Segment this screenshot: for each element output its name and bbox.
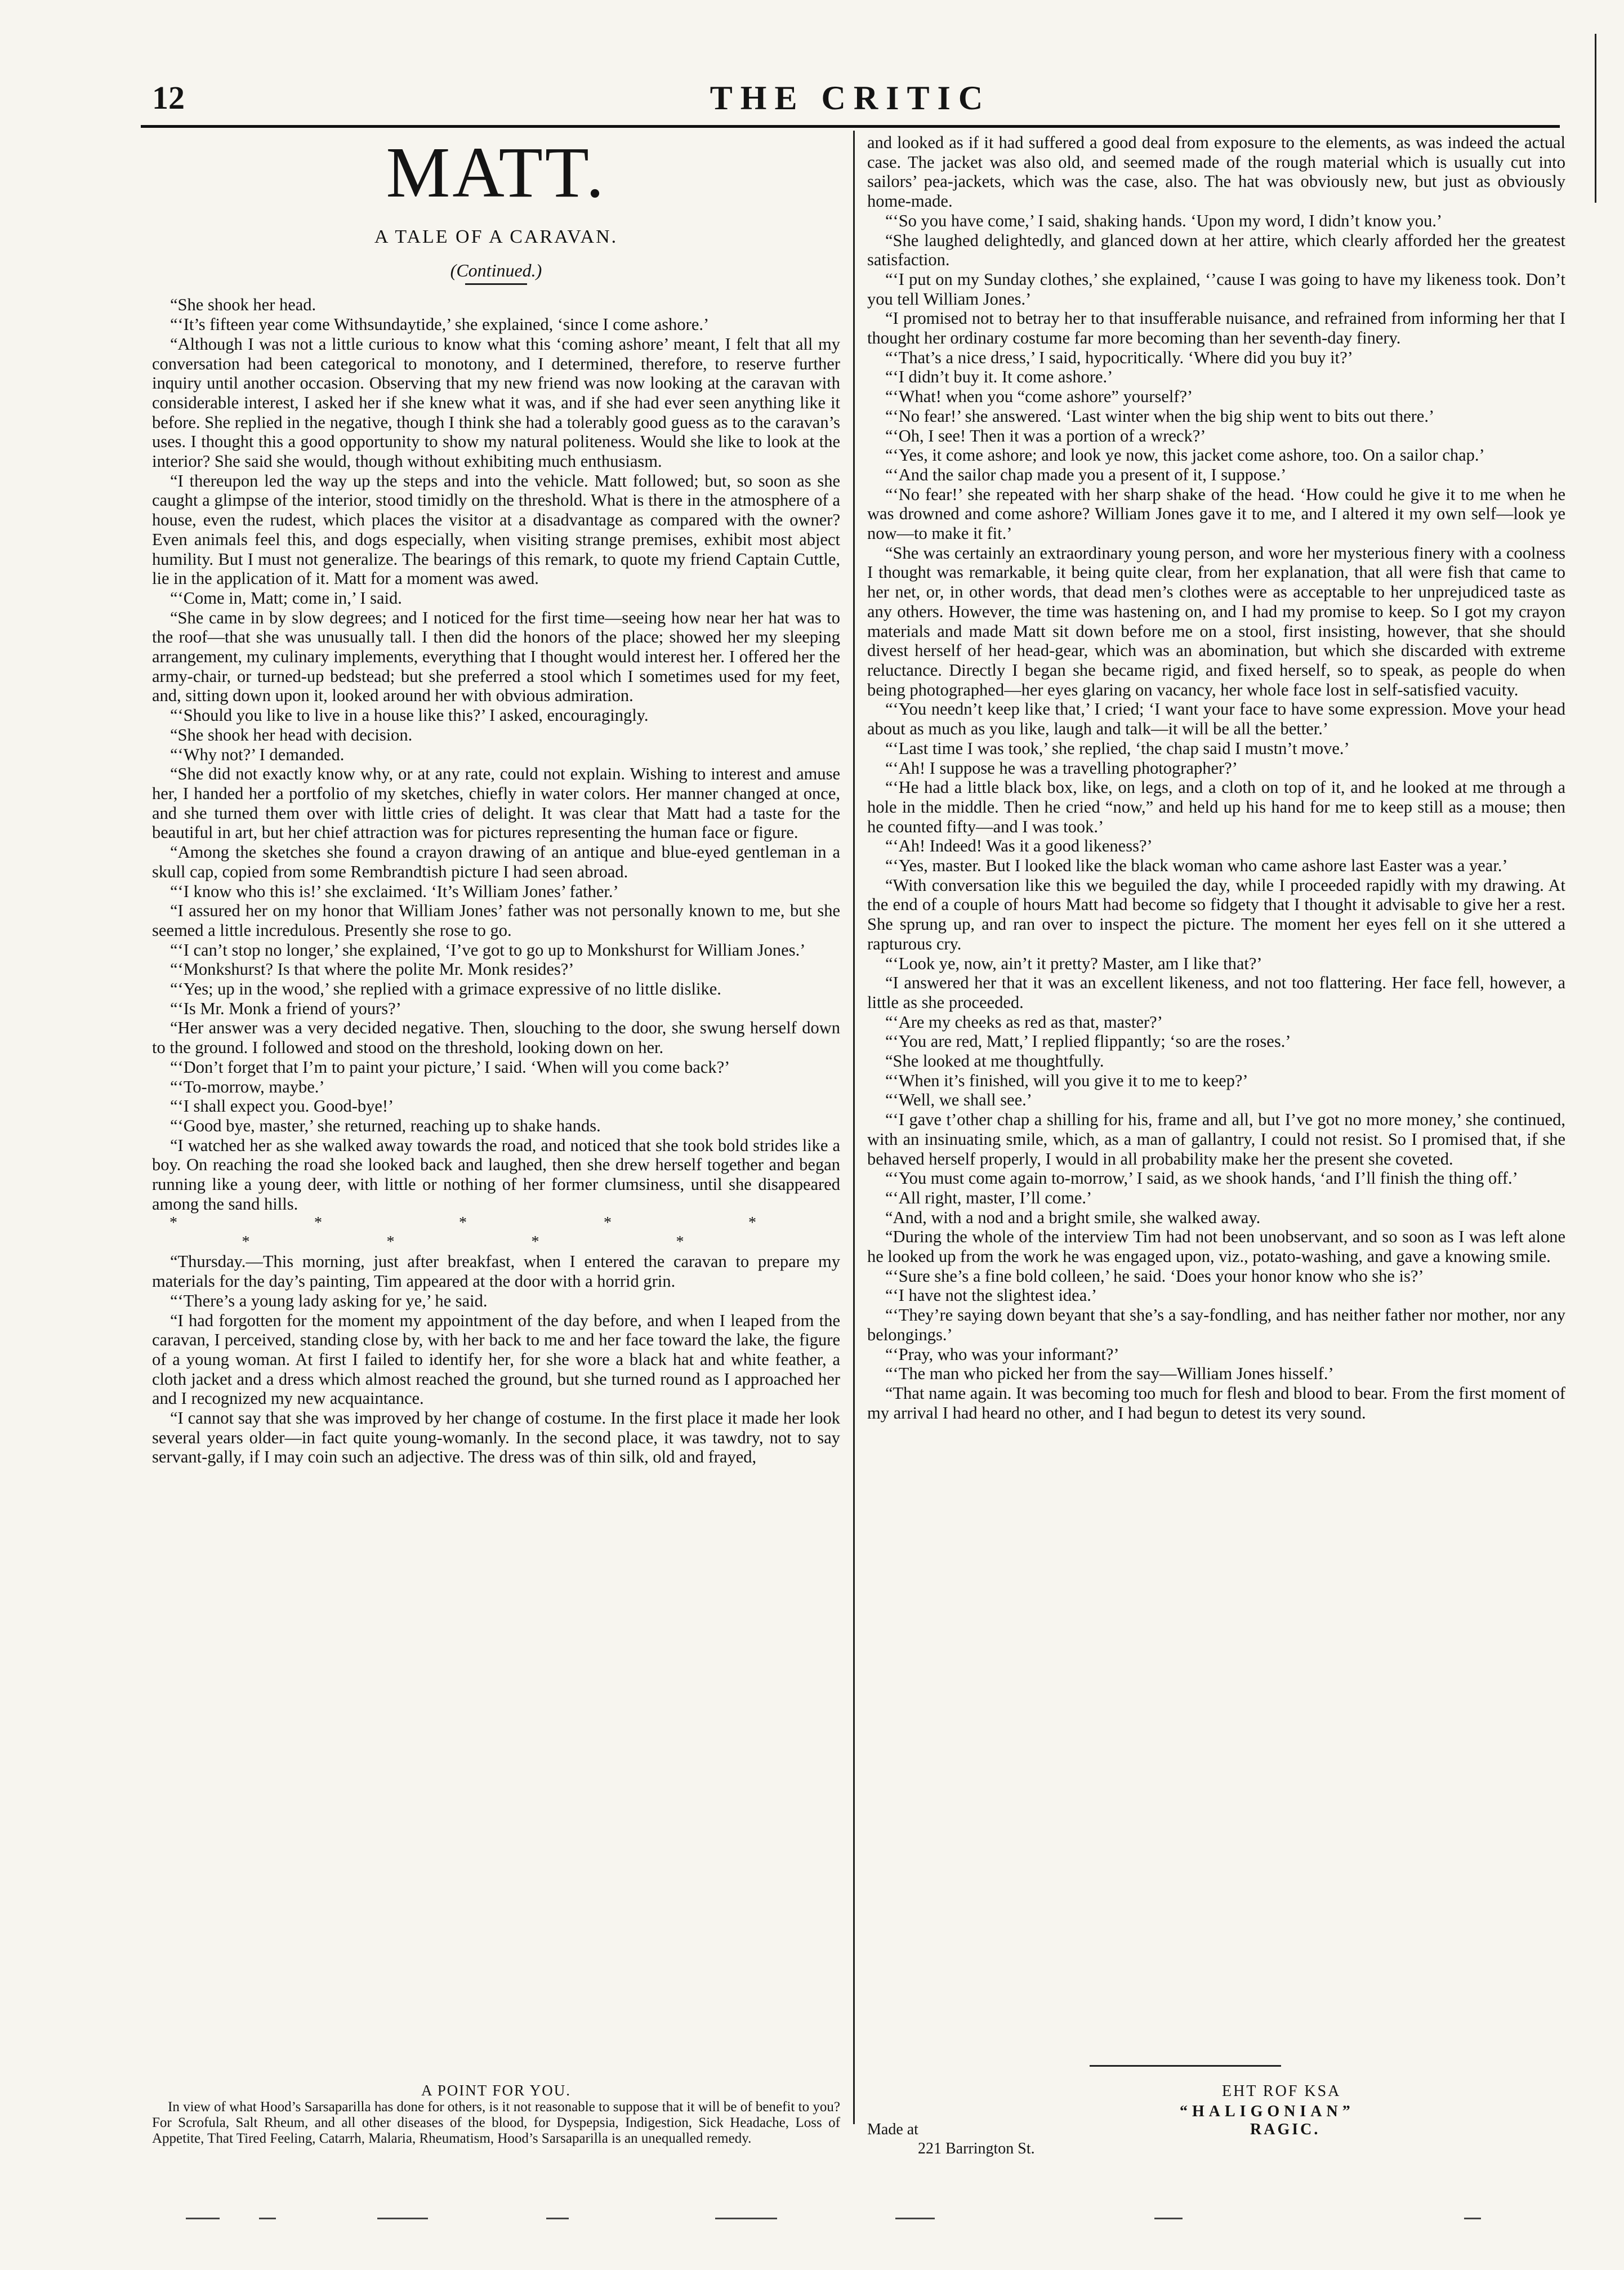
right-paragraph: “And, with a nod and a bright smile, she walked away. <box>885 1207 1261 1227</box>
article-title: MATT. <box>386 132 606 212</box>
title-rule <box>465 283 527 285</box>
right-paragraph: “‘Yes, it come ashore; and look ye now, this jacket come ashore, too. On a sailor chap.’ <box>885 445 1485 465</box>
ad-address: 221 Barrington St. <box>918 2140 1035 2157</box>
ad-line-1: EHT ROF KSA <box>1222 2082 1341 2100</box>
right-paragraph: “‘Oh, I see! Then it was a portion of a wreck?’ <box>885 426 1206 445</box>
hoods-sarsaparilla-ad <box>152 2082 840 2147</box>
right-paragraph: “‘You are red, Matt,’ I replied flippantly; ‘so are the roses.’ <box>885 1032 1291 1051</box>
left-paragraph: “‘Come in, Matt; come in,’ I said. <box>170 588 402 608</box>
left-paragraph: “She shook her head. <box>170 295 316 315</box>
right-paragraph: “‘Well, we shall see.’ <box>885 1090 1032 1110</box>
right-paragraph: “She laughed delightedly, and glanced down at her attire, which clearly afforded her the greatest satisfaction. <box>867 230 1565 270</box>
margin-line <box>1595 34 1596 203</box>
right-paragraph: “‘No fear!’ she answered. ‘Last winter when the big ship went to bits out there.’ <box>885 406 1435 426</box>
right-paragraph: “‘He had a little black box, like, on legs, and a cloth on top of it, and he looked at me through a hole in the middle. Then he cried “now,” and held up his hand for me to keep still as a mouse; then he counted fifty—and I was took.’ <box>867 778 1565 836</box>
ad-body: In view of what Hood’s Sarsaparilla has done for others, is it not reasonable to suppose that it will be of benefit to you? For Scrofula, Salt Rheum, and all other diseases of the blood, for Dyspepsia, Indigestion, Sick Headache, Loss of Appetite, That Tired Feeling, Catarrh, Malaria, Rheumatism, Hood’s Sarsaparilla is an unequalled remedy. <box>152 2099 840 2146</box>
article-subtitle: A TALE OF A CARAVAN. <box>374 226 618 247</box>
right-paragraph: “‘I didn’t buy it. It come ashore.’ <box>885 367 1113 387</box>
right-paragraph: “‘I have not the slightest idea.’ <box>885 1286 1097 1305</box>
right-paragraph: “‘Pray, who was your informant?’ <box>885 1344 1119 1364</box>
right-paragraph: “‘And the sailor chap made you a present of it, I suppose.’ <box>885 465 1287 484</box>
left-paragraph: “She came in by slow degrees; and I noticed for the first time—seeing how near her hat was to the roof—that she was unusually tall. I then did the honors of the place; showed her my sleeping arrangement, my culinary implements, everything that I thought would interest her. I offered her the army-chair, or turned-up bedstead; but she preferred a stool which I sometimes used for my feet, and, sitting down upon it, looked around her with obvious admiration. <box>152 608 840 706</box>
left-paragraph: “She shook her head with decision. <box>170 725 413 744</box>
right-paragraph: “I answered her that it was an excellent likeness, and not too flattering. Her face fell, however, a little as she proceeded. <box>867 973 1565 1012</box>
left-paragraph: “Thursday.—This morning, just after breakfast, when I entered the caravan to prepare my materials for the day’s painting, Tim appeared at the door with a horrid grin. <box>152 1252 840 1291</box>
right-paragraph: “‘Are my cheeks as red as that, master?’ <box>885 1012 1163 1032</box>
left-paragraph: “‘Should you like to live in a house like this?’ I asked, encouragingly. <box>170 706 649 725</box>
right-paragraph: “‘They’re saying down beyant that she’s a say-fondling, and has neither father nor mother, nor any belongings.’ <box>867 1305 1565 1344</box>
left-paragraph: “‘Why not?’ I demanded. <box>170 744 345 764</box>
left-column <box>152 133 840 1467</box>
left-paragraph: “‘Is Mr. Monk a friend of yours?’ <box>170 998 401 1018</box>
left-paragraph: “I thereupon led the way up the steps and into the vehicle. Matt followed; but, so soon as she caught a glimpse of the interior, stood timidly on the threshold. What is there in the atmosphere of a house, even the rudest, which places the visitor at a disadvantage as compared with the owner? Even animals feel this, and dogs especially, when visiting strange premises, exhibit most abject humility. But I must not generalize. The bearings of this remark, to quote my friend Captain Cuttle, lie in the application of it. Matt for a moment was awed. <box>152 471 840 588</box>
bottom-print-marks <box>141 2213 1560 2224</box>
right-paragraph: “I promised not to betray her to that insufferable nuisance, and refrained from informing her that I thought her ordinary costume far more becoming than her seventh-day finery. <box>867 309 1565 348</box>
left-paragraph: “Among the sketches she found a crayon drawing of an antique and blue-eyed gentleman in a skull cap, copied from some Rembrandtish picture I had seen abroad. <box>152 842 840 881</box>
section-break-stars: * * * * * * * * * <box>169 1214 823 1251</box>
right-paragraph: “‘When it’s finished, will you give it to me to keep?’ <box>885 1071 1248 1090</box>
right-paragraph: “She was certainly an extraordinary young person, and wore her mysterious finery with a coolness I thought was remarkable, it being quite clear, from her explanation, that all were fish that came to her net, or, in other words, that dead men’s clothes were as acceptable to her unprejudiced taste as any others. However, the time was hastening on, and I had my promise to keep. So I got my crayon materials and made Matt sit down before me on a stool, first insisting, however, that she should divest herself of her head-gear, which was an abomination, but which she discarded with extreme reluctance. Directly I began she became rigid, and fixed herself, so to speak, as people do when being photographed—her eyes glaring on vacancy, her whole face lost in self-satisfied vacuity. <box>867 543 1565 699</box>
left-paragraph: “‘Yes; up in the wood,’ she replied with a grimace expressive of no little dislike. <box>170 979 721 999</box>
right-paragraph: “‘What! when you “come ashore” yourself?’ <box>885 387 1193 407</box>
left-paragraph: “‘Don’t forget that I’m to paint your picture,’ I said. ‘When will you come back?’ <box>170 1057 730 1077</box>
column-divider <box>853 131 855 2124</box>
masthead: THE CRITIC <box>710 79 991 117</box>
page-number: 12 <box>152 79 185 116</box>
ad-rule <box>1090 2065 1281 2067</box>
left-paragraph: “She did not exactly know why, or at any rate, could not explain. Wishing to interest and amuse her, I handed her a portfolio of my sketches, chiefly in water colors. Her manner changed at once, and she turned them over with little cries of delight. It was clear that Matt had a taste for the beautiful in art, but her chief attraction was for pictures representing the human face or figure. <box>152 764 840 842</box>
right-paragraph: “‘No fear!’ she repeated with her sharp shake of the head. ‘How could he give it to me when he was drowned and come ashore? William Jones gave it to me, and I altered it my own self—look ye now—to make it fit.’ <box>867 484 1565 543</box>
ad-line-2: “HALIGONIAN” <box>1180 2103 1355 2120</box>
left-paragraph: “‘Monkshurst? Is that where the polite Mr. Monk resides?’ <box>170 960 574 979</box>
left-paragraph: “‘I can’t stop no longer,’ she explained, ‘I’ve got to go up to Monkshurst for William Jones.’ <box>170 940 806 960</box>
left-paragraph: “‘I shall expect you. Good-bye!’ <box>170 1096 394 1116</box>
left-paragraphs-continued <box>152 1252 840 1467</box>
right-paragraph: “‘You needn’t keep like that,’ I cried; ‘I want your face to have some expression. Move your head about as much as you like, laugh and talk—it will be all the better.’ <box>867 699 1565 739</box>
right-paragraph: “‘You must come again to-morrow,’ I said, as we shook hands, ‘and I’ll finish the thing off.’ <box>885 1169 1518 1188</box>
left-paragraph: “‘It’s fifteen year come Withsundaytide,’ she explained, ‘since I come ashore.’ <box>170 315 710 335</box>
right-paragraph: and looked as if it had suffered a good deal from exposure to the elements, as was indeed the actual case. The jacket was also old, and seemed made of the rough material which is usually cut into sailors’ pea-jackets, which was the case, also. The hat was obviously new, but just as obviously home-made. <box>867 133 1565 211</box>
left-paragraph: “Although I was not a little curious to know what this ‘coming ashore’ meant, I felt that all my conversation had been categorical to monotony, and I determined, therefore, to reserve further inquiry until another occasion. Observing that my new friend was now looking at the caravan with considerable interest, I asked her if she knew what it was, and if she had ever seen anything like it before. She replied in the negative, though I think she had a tolerably good guess as to the caravan’s uses. I thought this a good opportunity to show my natural politeness. Would she like to look at the interior? She said she would, though without exhibiting much enthusiasm. <box>152 334 840 471</box>
right-paragraph: “With conversation like this we beguiled the day, while I proceeded rapidly with my drawing. At the end of a couple of hours Matt had become so fidgety that I thought it advisable to give her a rest. She sprung up, and ran over to inspect the picture. The moment her eyes fell on it she uttered a rapturous cry. <box>867 875 1565 953</box>
left-paragraph: “Her answer was a very decided negative. Then, slouching to the door, she swung herself down to the ground. I followed and stood on the threshold, looking down on her. <box>152 1018 840 1058</box>
right-paragraph: “She looked at me thoughtfully. <box>885 1051 1104 1071</box>
continued-label: (Continued.) <box>450 260 542 280</box>
ad-title: A POINT FOR YOU. <box>421 2082 572 2099</box>
left-paragraph: “I cannot say that she was improved by her change of costume. In the first place it made her look several years older—in fact quite young-womanly. In the second place, it was tawdry, not to say servant-gally, if I may coin such an adjective. The dress was of thin silk, old and frayed, <box>152 1408 840 1467</box>
right-paragraphs <box>867 133 1565 1422</box>
right-paragraph: “That name again. It was becoming too much for flesh and blood to bear. From the first moment of my arrival I had heard no other, and I had begun to detest its very sound. <box>867 1384 1565 1422</box>
right-paragraph: “‘That’s a nice dress,’ I said, hypocritically. ‘Where did you buy it?’ <box>885 347 1353 367</box>
right-paragraph: “‘All right, master, I’ll come.’ <box>885 1188 1092 1207</box>
right-paragraph: “‘Last time I was took,’ she replied, ‘the chap said I mustn’t move.’ <box>885 738 1350 758</box>
right-paragraph: “‘So you have come,’ I said, shaking hands. ‘Upon my word, I didn’t know you.’ <box>885 211 1443 230</box>
right-paragraph: “‘I gave t’other chap a shilling for his, frame and all, but I’ve got no more money,’ she continued, with an insinuating smile, which, as a man of gallantry, I could not resist. So I promised that, if she behaved herself properly, I would in all probability make her the present she coveted. <box>867 1110 1565 1169</box>
page-header <box>141 79 1560 124</box>
left-paragraph: “I watched her as she walked away towards the road, and noticed that she took bold strides like a boy. On reaching the road she looked back and laughed, then she drew herself together and began running like a young deer, with little or nothing of her former clumsiness, until she disappeared among the sand hills. <box>152 1135 840 1214</box>
left-paragraph: “‘Good bye, master,’ she returned, reaching up to shake hands. <box>170 1116 601 1135</box>
left-paragraph: “‘There’s a young lady asking for ye,’ he said. <box>170 1291 488 1310</box>
right-paragraph: “‘Look ye, now, ain’t it pretty? Master, am I like that?’ <box>885 953 1262 973</box>
left-paragraph: “I assured her on my honor that William Jones’ father was not personally known to me, but she seemed a little incredulous. Presently she rose to go. <box>152 901 840 940</box>
right-paragraph: “‘Ah! I suppose he was a travelling photographer?’ <box>885 758 1238 778</box>
left-paragraph: “‘To-morrow, maybe.’ <box>170 1077 325 1096</box>
right-paragraph: “‘Sure she’s a fine bold colleen,’ he said. ‘Does your honor know who she is?’ <box>885 1266 1424 1286</box>
ad-made-at: Made at <box>867 2121 918 2138</box>
left-paragraphs <box>152 295 840 1214</box>
ad-line-3: RAGIC. <box>1250 2121 1320 2138</box>
right-paragraph: “‘Ah! Indeed! Was it a good likeness?’ <box>885 836 1153 856</box>
left-paragraph: “I had forgotten for the moment my appointment of the day before, and when I leaped from the caravan, I perceived, standing close by, with her back to me and her face toward the lake, the figure of a young woman. At first I failed to identify her, for she wore a black hat and white feather, a cloth jacket and a dress which almost reached the ground, but she turned round as I approached her and I recognized my new acquaintance. <box>152 1310 840 1408</box>
right-column <box>867 133 1565 1422</box>
right-paragraph: “‘I put on my Sunday clothes,’ she explained, ‘’cause I was going to have my likeness took. Don’t you tell William Jones.’ <box>867 269 1565 309</box>
right-paragraph: “‘Yes, master. But I looked like the black woman who came ashore last Easter was a year.’ <box>885 856 1508 876</box>
header-rule <box>141 125 1560 128</box>
left-paragraph: “‘I know who this is!’ she exclaimed. ‘It’s William Jones’ father.’ <box>170 881 619 901</box>
right-paragraph: “‘The man who picked her from the say—William Jones hisself.’ <box>885 1364 1334 1384</box>
right-paragraph: “During the whole of the interview Tim had not been unobservant, and so soon as I was left alone he looked up from the work he was engaged upon, viz., potato-washing, and gave a knowing smile. <box>867 1227 1565 1266</box>
